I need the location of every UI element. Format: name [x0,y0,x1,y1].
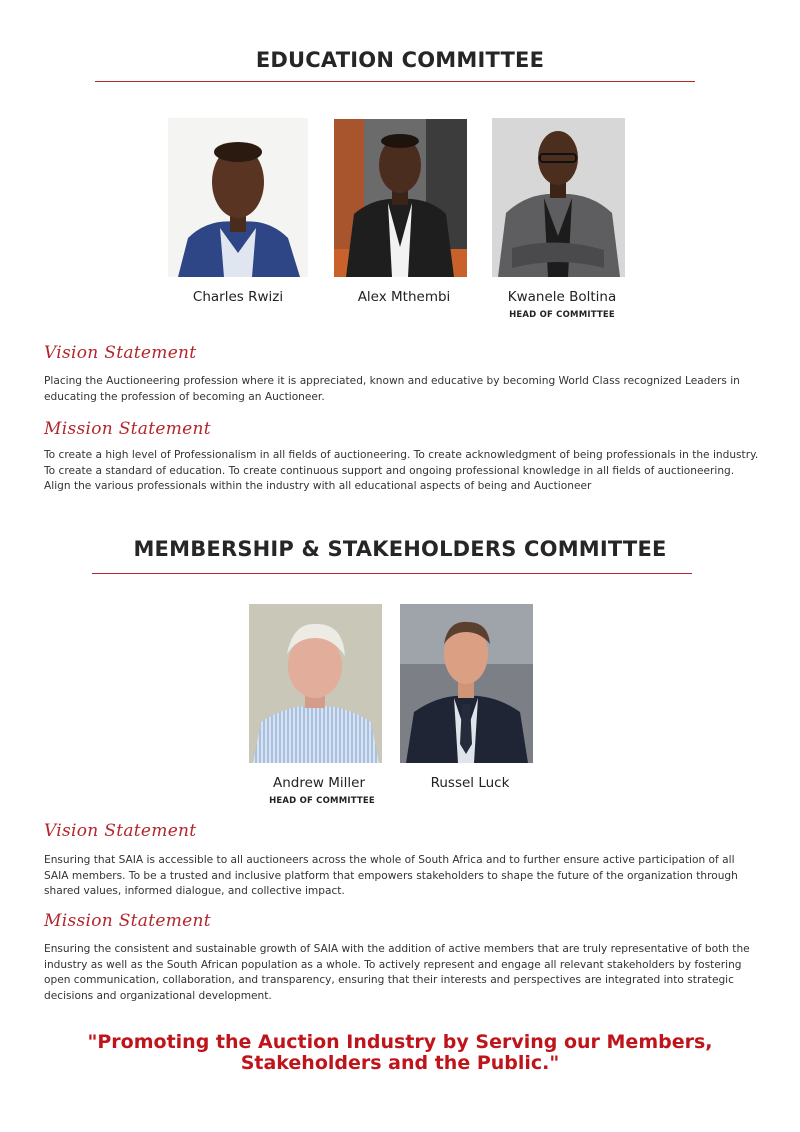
photo-russel-luck [400,604,533,763]
membership-mission-heading: Mission Statement [44,911,211,931]
education-title-rule [95,81,695,82]
member-role-andrew-miller: HEAD OF COMMITTEE [269,796,375,806]
education-vision-heading: Vision Statement [44,343,197,363]
member-name-andrew-miller: Andrew Miller [272,775,365,791]
member-name-kwanele-boltina: Kwanele Boltina [507,289,617,305]
education-committee-title: EDUCATION COMMITTEE [255,48,545,72]
photo-andrew-miller [249,604,382,763]
quote-line-2: Stakeholders and the Public." [240,1052,560,1074]
photo-charles-rwizi [168,118,308,277]
member-name-alex-mthembi: Alex Mthembi [357,289,451,305]
member-role-kwanele-boltina: HEAD OF COMMITTEE [509,310,615,320]
member-name-charles-rwizi: Charles Rwizi [192,289,284,305]
membership-committee-title: MEMBERSHIP & STAKEHOLDERS COMMITTEE [133,537,667,561]
education-mission-heading: Mission Statement [44,419,211,439]
member-name-russel-luck: Russel Luck [430,775,510,791]
quote-line-1: "Promoting the Auction Industry by Serving our Members, [87,1031,713,1053]
photo-kwanele-boltina [492,118,625,277]
education-mission-text: To create a high level of Professionalism in all fields of auctioneering. To create acknowledgment of being professionals in the industry. To create a standard of education. To create continuous support and ongoing professional knowledge in all fields of auctioneering. Align the various professionals within the industry with all educational aspects of being and Auctioneer [44,449,759,492]
membership-vision-heading: Vision Statement [44,821,197,841]
membership-mission-text: Ensuring the consistent and sustainable growth of SAIA with the addition of active members that are truly representative of both the industry as well as the South African population as a whole. To actively represent and engage all relevant stakeholders by fostering open communication, collaboration, and transparency, ensuring that their interests and perspectives are integrated into strategic decisions and organizational development. [44,943,750,1002]
membership-vision-text: Ensuring that SAIA is accessible to all auctioneers across the whole of South Africa and to further ensure active participation of all SAIA members. To be a trusted and inclusive platform that empowers stakeholders to shape the future of the organization through shared values, informed dialogue, and collective impact. [44,854,738,897]
membership-title-rule [92,573,692,574]
education-vision-text: Placing the Auctioneering profession where it is appreciated, known and educative by becoming World Class recognized Leaders in educating the profession of becoming an Auctioneer. [44,375,740,403]
photo-alex-mthembi [334,119,467,277]
